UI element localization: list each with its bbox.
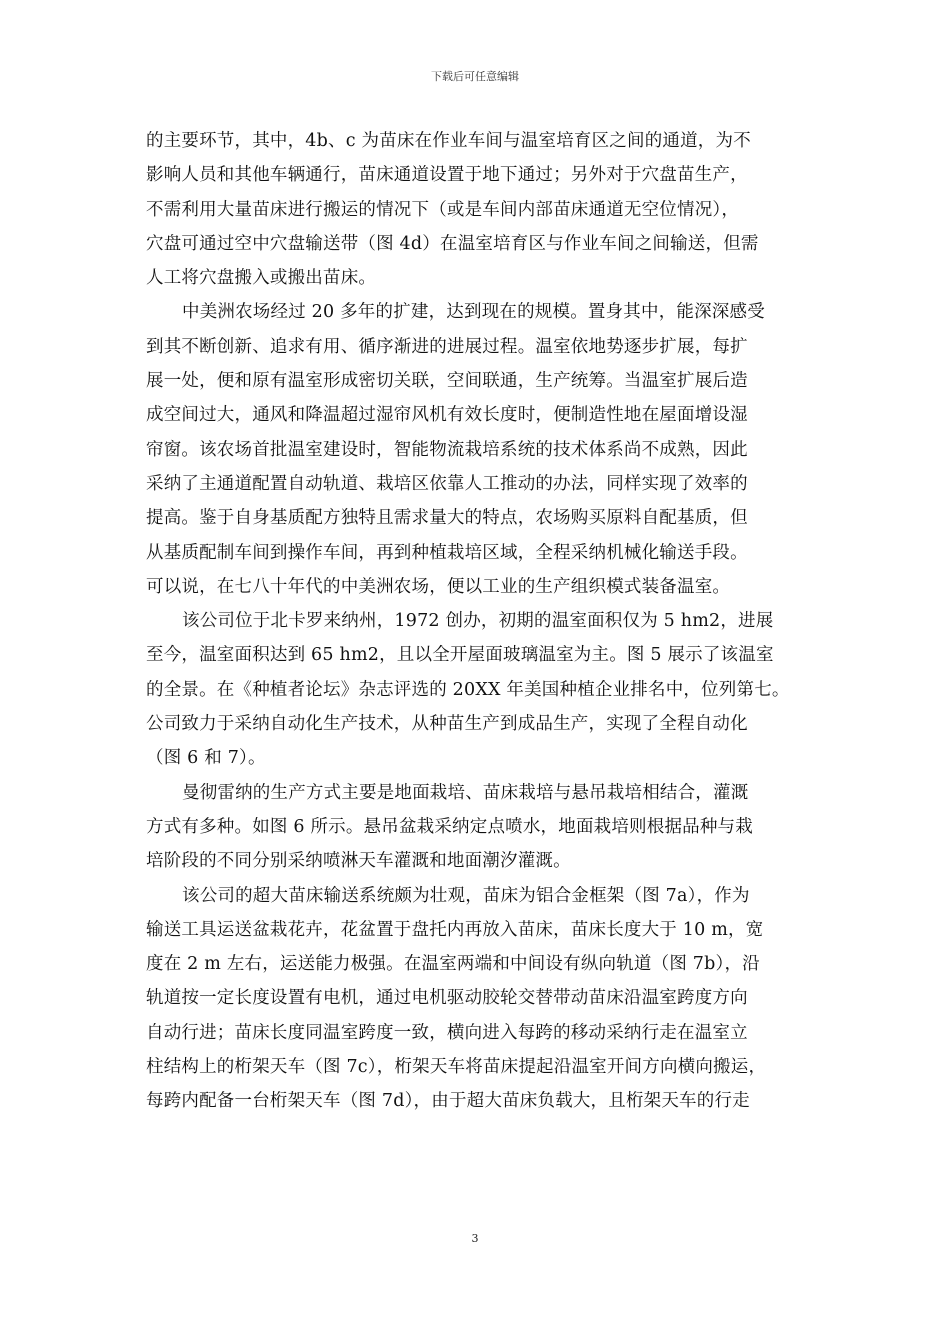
body-line: 培阶段的不同分别采纳喷淋天车灌溉和地面潮汐灌溉。 (146, 851, 571, 872)
body-line: 每跨内配备一台桁架天车（图 7d），由于超大苗床负载大，且桁架天车的行走 (146, 1091, 750, 1112)
body-line: 到其不断创新、追求有用、循序渐进的进展过程。温室依地势逐步扩展，每扩 (146, 336, 748, 357)
body-line: 柱结构上的桁架天车（图 7c），桁架天车将苗床提起沿温室开间方向横向搬运， (146, 1057, 767, 1078)
body-line: 至今，温室面积达到 65 hm2，且以全开屋面玻璃温室为主。图 5 展示了该温室 (146, 645, 774, 666)
body-line: 度在 2 m 左右，运送能力极强。在温室两端和中间设有纵向轨道（图 7b），沿 (146, 954, 760, 975)
document-body (146, 124, 806, 1119)
body-line: 中美洲农场经过 20 多年的扩建，达到现在的规模。置身其中，能深深感受 (182, 302, 765, 323)
body-line: 可以说，在七八十年代的中美洲农场，便以工业的生产组织模式装备温室。 (146, 576, 731, 597)
body-line: 该公司位于北卡罗来纳州，1972 创办，初期的温室面积仅为 5 hm2，进展 (182, 611, 774, 632)
body-line: 方式有多种。如图 6 所示。悬吊盆栽采纳定点喷水，地面栽培则根据品种与栽 (146, 816, 753, 837)
body-line: 自动行进；苗床长度同温室跨度一致，横向进入每跨的移动采纳行走在温室立 (146, 1022, 748, 1043)
body-line: 不需利用大量苗床进行搬运的情况下（或是车间内部苗床通道无空位情况）， (146, 199, 740, 220)
body-line: 采纳了主通道配置自动轨道、栽培区依靠人工推动的办法，同样实现了效率的 (146, 473, 748, 494)
body-line: 的全景。在《种植者论坛》杂志评选的 20XX 年美国种植企业排名中，位列第七。 (146, 679, 790, 700)
body-line: 曼彻雷纳的生产方式主要是地面栽培、苗床栽培与悬吊栽培相结合，灌溉 (182, 782, 749, 803)
page-number: 3 (471, 1232, 479, 1245)
body-line: 从基质配制车间到操作车间，再到种植栽培区域，全程采纳机械化输送手段。 (146, 542, 748, 563)
page-header-note: 下载后可任意编辑 (431, 70, 519, 83)
body-line: 人工将穴盘搬入或搬出苗床。 (146, 268, 377, 289)
body-line: 提高。鉴于自身基质配方独特且需求量大的特点，农场购买原料自配基质，但 (146, 508, 748, 529)
body-line: （图 6 和 7）。 (146, 748, 266, 769)
body-line: 输送工具运送盆栽花卉，花盆置于盘托内再放入苗床，苗床长度大于 10 m，宽 (146, 919, 764, 940)
body-line: 展一处，便和原有温室形成密切关联，空间联通，生产统筹。当温室扩展后造 (146, 371, 748, 392)
body-line: 轨道按一定长度设置有电机，通过电机驱动胶轮交替带动苗床沿温室跨度方向 (146, 988, 748, 1009)
body-line: 穴盘可通过空中穴盘输送带（图 4d）在温室培育区与作业车间之间输送，但需 (146, 233, 759, 254)
body-line: 公司致力于采纳自动化生产技术，从种苗生产到成品生产，实现了全程自动化 (146, 714, 748, 735)
body-line: 影响人员和其他车辆通行，苗床通道设置于地下通过；另外对于穴盘苗生产， (146, 165, 748, 186)
body-line: 该公司的超大苗床输送系统颇为壮观，苗床为铝合金框架（图 7a），作为 (182, 885, 750, 906)
body-line: 的主要环节，其中，4b、c 为苗床在作业车间与温室培育区之间的通道，为不 (146, 131, 751, 151)
body-line: 帘窗。该农场首批温室建设时，智能物流栽培系统的技术体系尚不成熟，因此 (146, 439, 748, 460)
body-line: 成空间过大，通风和降温超过湿帘风机有效长度时，便制造性地在屋面增设湿 (146, 405, 748, 426)
